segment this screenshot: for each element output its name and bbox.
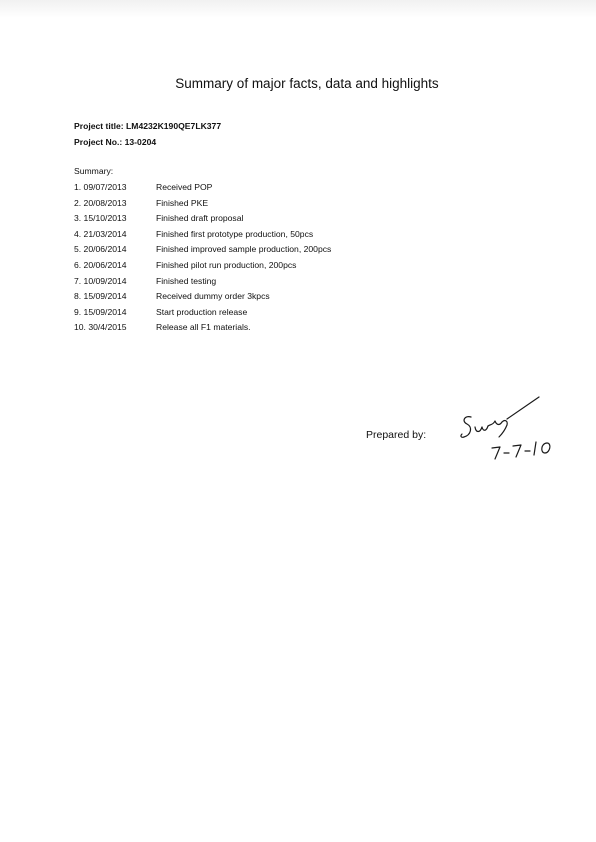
summary-item-date: 2. 20/08/2013: [74, 197, 127, 208]
summary-item: [74, 244, 494, 260]
summary-item-date: 1. 09/07/2013: [74, 182, 127, 192]
project-number: Project No.: 13-0204: [74, 137, 157, 147]
summary-item: [74, 322, 494, 338]
summary-item-date: 5. 20/06/2014: [74, 244, 127, 255]
summary-item-date: 6. 20/06/2014: [74, 259, 127, 270]
summary-item-date: 7. 10/09/2014: [74, 275, 127, 286]
scan-edge-shadow: [0, 0, 596, 18]
summary-item: [74, 229, 494, 245]
summary-item-date: 10. 30/4/2015: [74, 322, 127, 333]
summary-list: [74, 182, 494, 338]
summary-item-event: Finished pilot run production, 200pcs: [156, 259, 297, 270]
document-title: Summary of major facts, data and highlights: [175, 76, 439, 91]
summary-item-event: Finished improved sample production, 200pcs: [156, 244, 332, 255]
summary-item-date: 9. 15/09/2014: [74, 306, 127, 317]
summary-item: [74, 276, 494, 292]
summary-item-event: Received POP: [156, 182, 213, 192]
summary-item: [74, 307, 494, 323]
summary-item-date: 3. 15/10/2013: [74, 213, 127, 224]
summary-item: [74, 291, 494, 307]
summary-label: Summary:: [74, 166, 114, 176]
prepared-by-label: Prepared by:: [366, 429, 427, 441]
summary-item-date: 4. 21/03/2014: [74, 228, 127, 239]
project-title: Project title: LM4232K190QE7LK377: [74, 121, 222, 131]
summary-item-event: Finished testing: [156, 275, 217, 286]
summary-item-event: Finished draft proposal: [156, 213, 244, 224]
summary-item-event: Finished PKE: [156, 197, 209, 208]
summary-item: [74, 260, 494, 276]
summary-item-event: Start production release: [156, 306, 248, 317]
summary-item: [74, 198, 494, 214]
summary-item-event: Release all F1 materials.: [156, 322, 251, 333]
summary-item-event: Received dummy order 3kpcs: [156, 291, 270, 302]
summary-item: [74, 182, 494, 198]
summary-item-event: Finished first prototype production, 50pcs: [156, 228, 314, 239]
summary-item: [74, 213, 494, 229]
summary-item-date: 8. 15/09/2014: [74, 291, 127, 302]
handwritten-signature: [455, 393, 565, 465]
